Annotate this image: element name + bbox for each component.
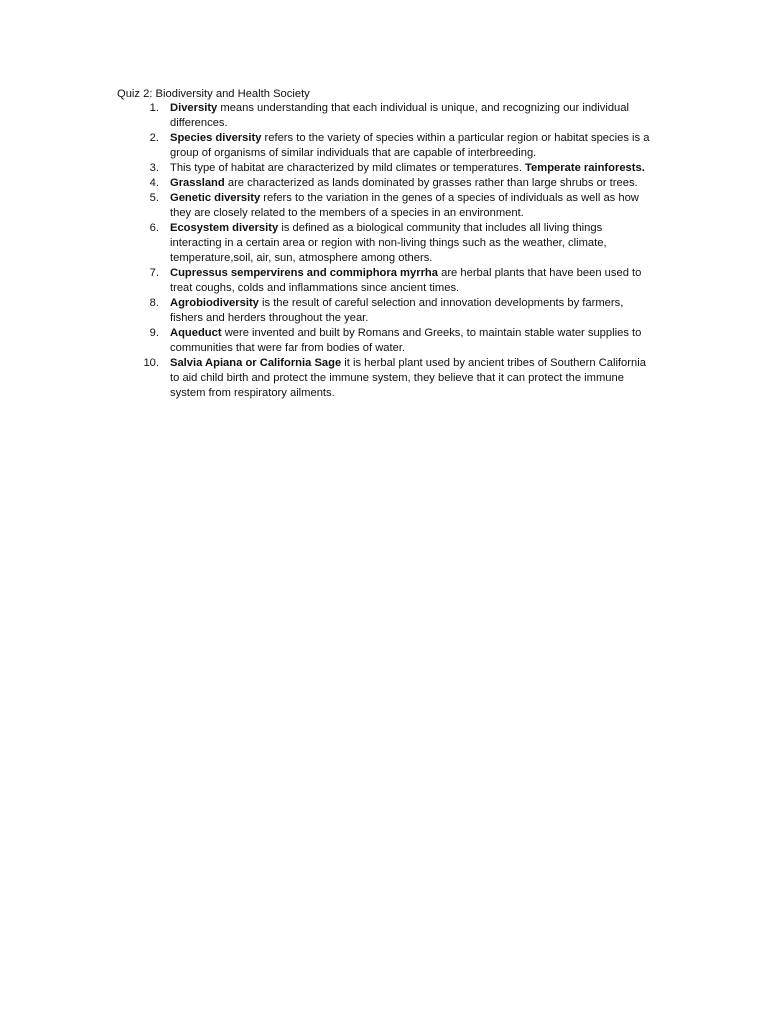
definition-text: it is herbal plant used by ancient tribes of Southern California to aid child birth and protect the immune system, they believe that it can protect the immune system from respiratory ailments. <box>170 357 646 399</box>
bold-term: Cupressus sempervirens and commiphora myrrha <box>170 267 438 279</box>
list-item-text <box>170 296 653 326</box>
list-item-text <box>170 266 653 296</box>
list-item <box>117 131 657 161</box>
list-item <box>117 356 657 401</box>
bold-term: Agrobiodiversity <box>170 297 259 309</box>
list-item <box>117 221 657 266</box>
bold-term: Ecosystem diversity <box>170 222 279 234</box>
bold-term: Diversity <box>170 102 218 114</box>
list-item-text <box>170 326 653 356</box>
list-item-number: 2. <box>149 132 159 144</box>
list-item-text <box>170 191 653 221</box>
list-item <box>117 191 657 221</box>
list-item-number: 4. <box>149 177 159 189</box>
definition-text: refers to the variation in the genes of a species of individuals as well as how they are closely related to the members of a species in an environment. <box>170 192 639 219</box>
bold-term: Salvia Apiana or California Sage <box>170 357 342 369</box>
quiz-list <box>117 101 657 401</box>
definition-text: are herbal plants that have been used to treat coughs, colds and inflammations since ancient times. <box>170 267 642 294</box>
list-item <box>117 101 657 131</box>
list-item <box>117 161 657 176</box>
definition-text: is defined as a biological community that includes all living things interacting in a certain area or region with non-living things such as the weather, climate, temperature,soil, air, sun, atmosphere among others. <box>170 222 607 264</box>
list-item-text <box>170 131 653 161</box>
list-item-number: 8. <box>149 297 159 309</box>
definition-text: were invented and built by Romans and Greeks, to maintain stable water supplies to communities that were far from bodies of water. <box>170 327 642 354</box>
definition-text: is the result of careful selection and innovation developments by farmers, fishers and herders throughout the year. <box>170 297 624 324</box>
list-item-number: 3. <box>149 162 159 174</box>
definition-text: refers to the variety of species within a particular region or habitat species is a group of organisms of similar individuals that are capable of interbreeding. <box>170 132 650 159</box>
definition-text: are characterized as lands dominated by grasses rather than large shrubs or trees. <box>224 177 638 189</box>
list-item-number: 1. <box>149 102 159 114</box>
list-item <box>117 266 657 296</box>
list-item-number: 10. <box>143 357 159 369</box>
list-item-text <box>170 356 653 401</box>
list-item-number: 9. <box>149 327 159 339</box>
list-item <box>117 296 657 326</box>
bold-term: Grassland <box>170 177 225 189</box>
definition-text: means understanding that each individual is unique, and recognizing our individual differences. <box>170 102 629 129</box>
bold-term: Temperate rainforests. <box>525 162 645 174</box>
bold-term: Genetic diversity <box>170 192 261 204</box>
bold-term: Species diversity <box>170 132 262 144</box>
list-item-number: 5. <box>149 192 159 204</box>
list-item-text <box>170 176 653 191</box>
list-item <box>117 176 657 191</box>
page-title: Quiz 2: Biodiversity and Health Society <box>117 88 310 100</box>
list-item-number: 6. <box>149 222 159 234</box>
list-item-number: 7. <box>149 267 159 279</box>
list-item-text <box>170 161 653 176</box>
definition-text: This type of habitat are characterized by mild climates or temperatures. <box>170 162 526 174</box>
bold-term: Aqueduct <box>170 327 222 339</box>
list-item <box>117 326 657 356</box>
list-item-text <box>170 101 653 131</box>
list-item-text <box>170 221 653 266</box>
